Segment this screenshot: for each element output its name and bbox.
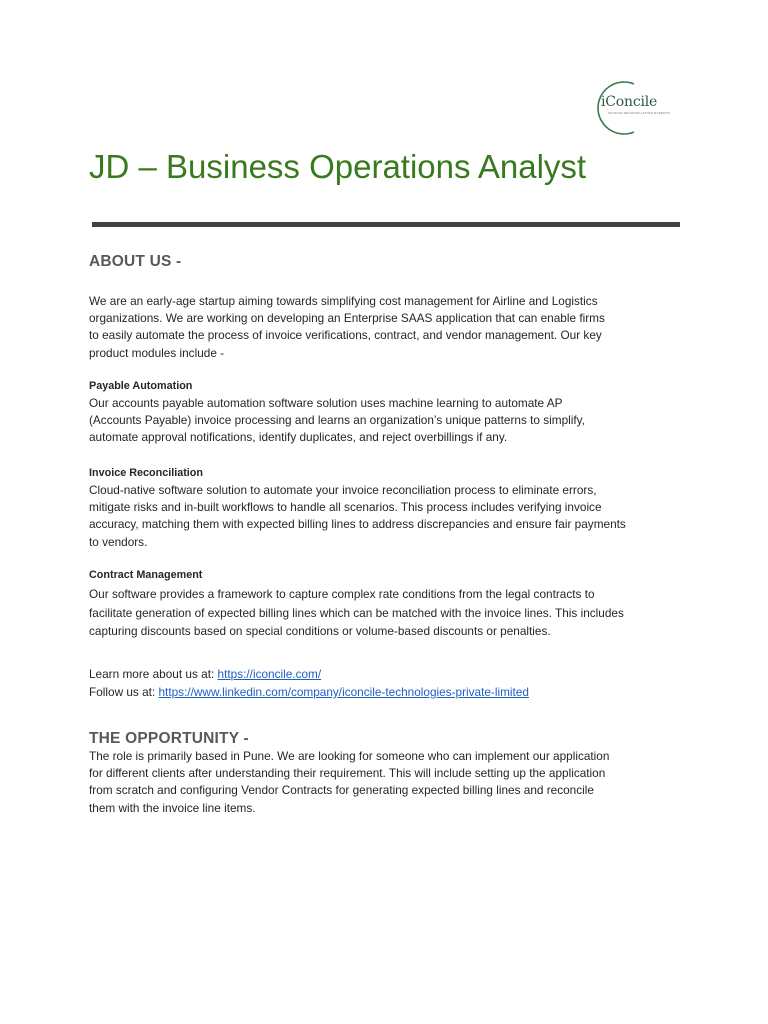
text-line: (Accounts Payable) invoice processing and learns an organization’s unique patterns to simplify, <box>89 413 585 428</box>
text-line: Cloud-native software solution to automate your invoice reconciliation process to eliminate errors, <box>89 483 597 497</box>
text-line: from scratch and configuring Vendor Contracts for generating expected billing lines and reconcile <box>89 783 594 798</box>
about-us-heading: ABOUT US - <box>89 253 182 270</box>
text-line: for different clients after understanding their requirement. This will include setting up the application <box>89 766 606 781</box>
text-line: We are an early-age startup aiming towards simplifying cost management for Airline and Logistics <box>89 294 598 308</box>
logo-tagline: INVOICE RECONCILIATION EXPERTS <box>608 111 671 115</box>
contract-management-heading: Contract Management <box>89 569 203 581</box>
text-line: to easily automate the process of invoice verifications, contract, and vendor management. Our key <box>89 328 602 343</box>
text-line: The role is primarily based in Pune. We are looking for someone who can implement our application <box>89 749 610 763</box>
text-line: them with the invoice line items. <box>89 800 256 815</box>
text-line: mitigate risks and in-built workflows to handle all scenarios. This process includes verifying invoice <box>89 500 602 515</box>
company-logo <box>594 80 671 136</box>
text-line: organizations. We are working on developing an Enterprise SAAS application that can enable firms <box>89 311 605 326</box>
follow-us-line <box>89 685 529 699</box>
opportunity-heading: THE OPPORTUNITY - <box>89 730 249 747</box>
invoice-reconciliation-paragraph <box>89 482 689 551</box>
payable-automation-heading: Payable Automation <box>89 380 193 392</box>
text-line: Our software provides a framework to capture complex rate conditions from the legal contracts to <box>89 587 595 601</box>
page-title: JD – Business Operations Analyst <box>89 148 587 185</box>
text-line: accuracy, matching them with expected billing lines to address discrepancies and ensure fair payments <box>89 517 626 532</box>
text-line: to vendors. <box>89 534 148 549</box>
learn-more-label: Learn more about us at: <box>89 667 218 681</box>
about-intro-paragraph <box>89 293 689 362</box>
title-divider <box>92 222 680 227</box>
text-line: Our accounts payable automation software solution uses machine learning to automate AP <box>89 396 563 410</box>
text-line: capturing discounts based on special conditions or volume-based discounts or penalties. <box>89 624 551 638</box>
text-line: product modules include - <box>89 345 225 360</box>
linkedin-link[interactable]: https://www.linkedin.com/company/iconcile-technologies-private-limited <box>158 685 529 699</box>
text-line: facilitate generation of expected billing lines which can be matched with the invoice lines. This includes <box>89 605 624 620</box>
contract-management-paragraph <box>89 585 689 641</box>
text-line: automate approval notifications, identify duplicates, and reject overbillings if any. <box>89 430 508 445</box>
invoice-reconciliation-heading: Invoice Reconciliation <box>89 467 203 479</box>
opportunity-paragraph <box>89 748 689 817</box>
website-link[interactable]: https://iconcile.com/ <box>217 667 322 681</box>
payable-automation-paragraph <box>89 395 689 447</box>
logo-wordmark: iConcile <box>601 94 658 110</box>
follow-us-label: Follow us at: <box>89 685 159 699</box>
learn-more-line <box>89 667 321 681</box>
